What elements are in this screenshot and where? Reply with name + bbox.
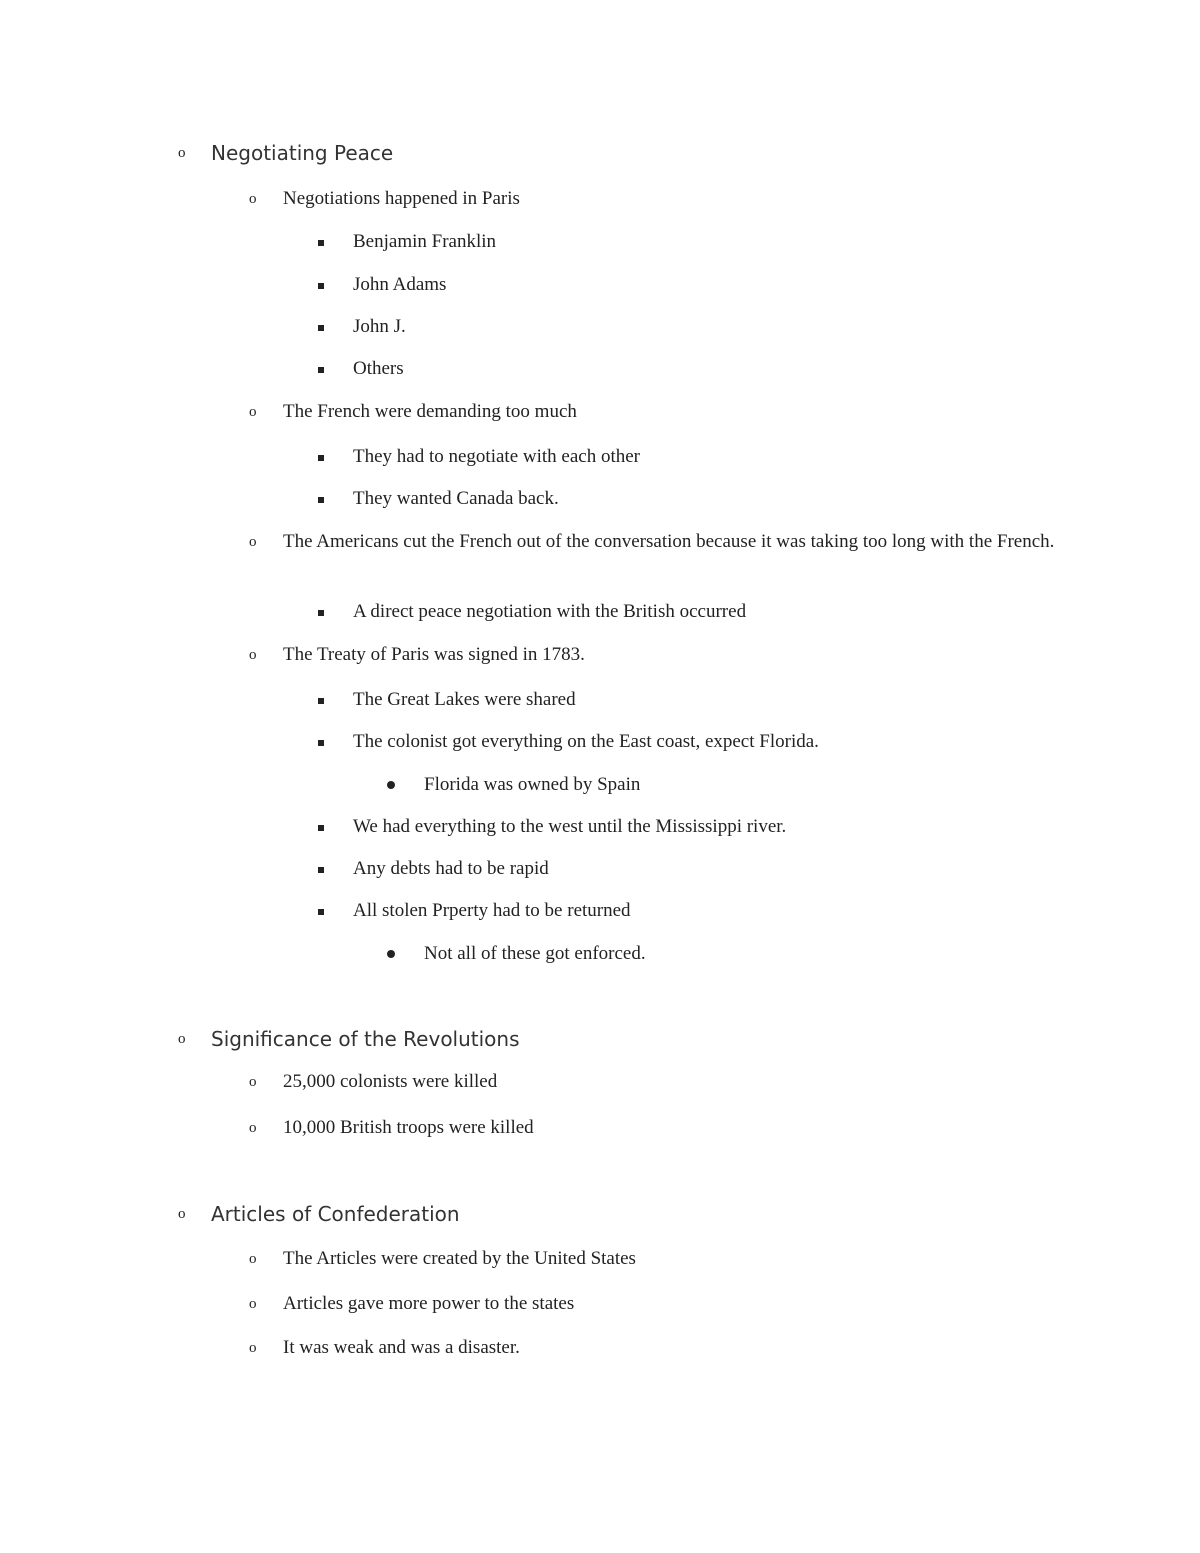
bullet-circle-icon: o (249, 1296, 257, 1312)
bullet-circle-icon: o (249, 404, 257, 420)
bullet-square-icon (318, 909, 324, 915)
bullet-circle-icon: o (178, 1031, 186, 1047)
bullet-circle-icon: o (249, 1074, 257, 1090)
bullet-dot-icon (387, 950, 395, 958)
list-item: The Americans cut the French out of the conversation because it was taking too long with the French. (283, 531, 1055, 552)
bullet-square-icon (318, 455, 324, 461)
list-item: Negotiations happened in Paris (283, 188, 520, 209)
bullet-dot-icon (387, 781, 395, 789)
list-item: 25,000 colonists were killed (283, 1071, 498, 1092)
list-item: The colonist got everything on the East coast, expect Florida. (353, 731, 819, 752)
list-item: All stolen Prperty had to be returned (353, 900, 631, 921)
bullet-circle-icon: o (249, 191, 257, 207)
list-item: We had everything to the west until the Mississippi river. (353, 816, 787, 837)
bullet-square-icon (318, 240, 324, 246)
list-item: The Articles were created by the United States (283, 1248, 636, 1269)
list-item: The Treaty of Paris was signed in 1783. (283, 644, 585, 665)
bullet-circle-icon: o (249, 647, 257, 663)
bullet-square-icon (318, 367, 324, 373)
bullet-square-icon (318, 283, 324, 289)
section-heading: Articles of Confederation (211, 1202, 460, 1226)
list-item: John J. (353, 316, 406, 337)
list-item: The Great Lakes were shared (353, 689, 576, 710)
bullet-square-icon (318, 825, 324, 831)
bullet-square-icon (318, 610, 324, 616)
list-item: The French were demanding too much (283, 401, 577, 422)
bullet-square-icon (318, 867, 324, 873)
bullet-circle-icon: o (249, 1340, 257, 1356)
list-item: 10,000 British troops were killed (283, 1117, 534, 1138)
section-heading: Significance of the Revolutions (211, 1027, 520, 1051)
list-item: It was weak and was a disaster. (283, 1337, 520, 1358)
bullet-circle-icon: o (178, 145, 186, 161)
bullet-circle-icon: o (178, 1206, 186, 1222)
bullet-square-icon (318, 497, 324, 503)
list-item: A direct peace negotiation with the British occurred (353, 601, 747, 622)
bullet-circle-icon: o (249, 534, 257, 550)
list-item: Any debts had to be rapid (353, 858, 549, 879)
bullet-circle-icon: o (249, 1120, 257, 1136)
bullet-square-icon (318, 698, 324, 704)
list-item: Others (353, 358, 404, 379)
list-item: Not all of these got enforced. (424, 943, 646, 964)
list-item: Benjamin Franklin (353, 231, 497, 252)
bullet-circle-icon: o (249, 1251, 257, 1267)
list-item: Florida was owned by Spain (424, 774, 641, 795)
section-heading: Negotiating Peace (211, 141, 394, 165)
bullet-square-icon (318, 325, 324, 331)
list-item: They had to negotiate with each other (353, 446, 641, 467)
bullet-square-icon (318, 740, 324, 746)
list-item: John Adams (353, 274, 447, 295)
list-item: Articles gave more power to the states (283, 1293, 575, 1314)
list-item: They wanted Canada back. (353, 488, 559, 509)
